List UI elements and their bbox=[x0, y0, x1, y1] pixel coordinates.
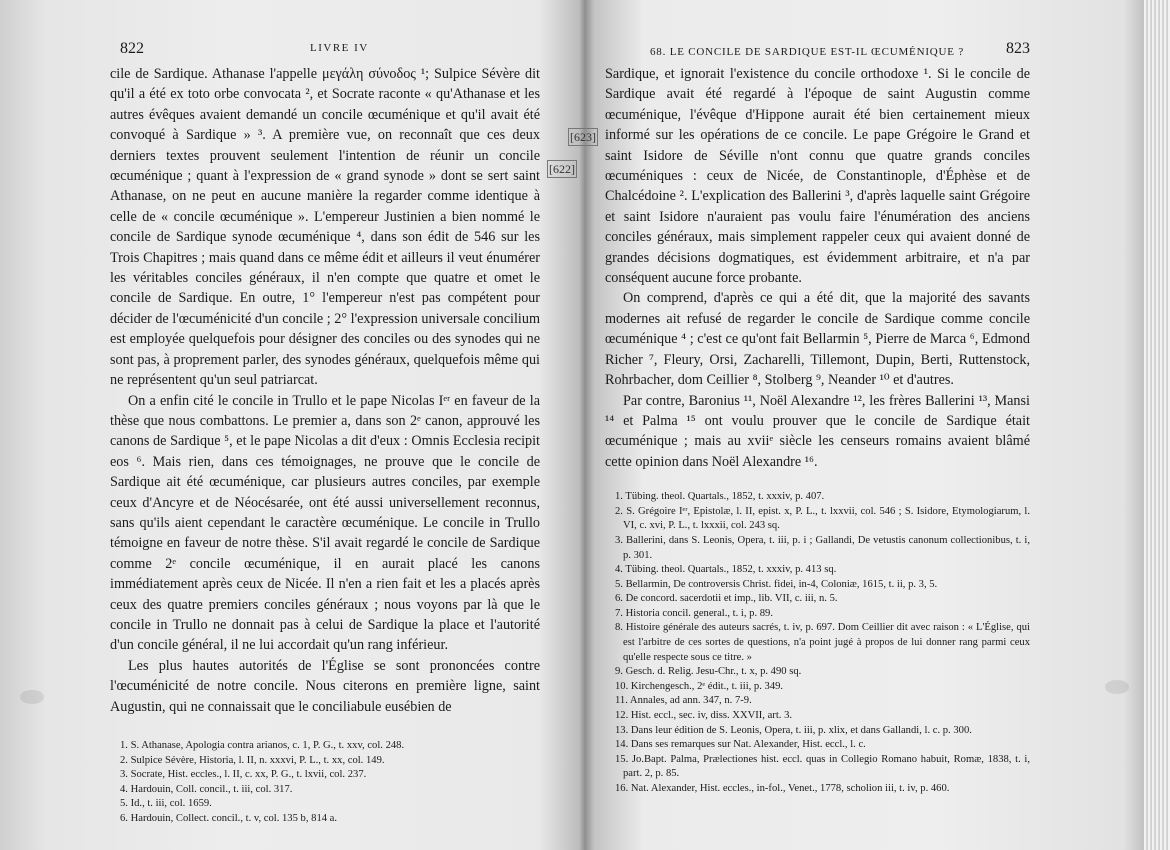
footnote: 8. Histoire générale des auteurs sacrés, t. iv, p. 697. Dom Ceillier dit avec raison : « L'Église, qui est l'arbitre de ces sortes de questions, n'a point jugé à propos de lui donner rang parmi ceux qu'elle respecte sous ce titre. » bbox=[615, 622, 1030, 663]
footnotes bbox=[605, 490, 1030, 796]
footnote: 7. Historia concil. general., t. i, p. 89. bbox=[615, 607, 773, 619]
footnote: 3. Socrate, Hist. eccles., l. II, c. xx, P. G., t. lxvii, col. 237. bbox=[120, 769, 367, 781]
footnote: 12. Hist. eccl., sec. iv, diss. XXVII, art. 3. bbox=[615, 710, 793, 722]
footnote: 5. Bellarmin, De controversis Christ. fidei, in-4, Coloniæ, 1615, t. ii, p. 3, 5. bbox=[615, 578, 938, 590]
footnotes bbox=[110, 739, 540, 827]
body-text bbox=[110, 64, 540, 717]
page-smudge bbox=[1105, 680, 1129, 694]
footnote: 5. Id., t. iii, col. 1659. bbox=[120, 798, 212, 810]
paragraph: cile de Sardique. Athanase l'appelle μεγάλη σύνοδος ¹; Sulpice Sévère dit qu'il a été ex toto orbe convocata ², et Socrate raconte « qu'Athanase et les autres évêques avaient demandé un concile œcuménique et qu'il avait été convoqué à Sardique » ³. A première vue, on reconnaît que ces deux derniers textes prouvent seulement l'intention de réunir un concile œcuménique ; quant à l'expression de « grand synode » dont se sert saint Athanase, on ne peut en aucune manière la regarder comme identique à celle de « concile œcuménique ». L'empereur Justinien a bien nommé le concile de Sardique synode œcuménique ⁴, dans son édit de 546 sur les Trois Chapitres ; mais quand dans ce même édit et ailleurs il veut énumérer les véritables conciles généraux, il n'en compte que quatre et omet le concile de Sardique. En outre, 1° l'empereur n'est pas compétent pour décider de l'œcuménicité d'un concile ; 2° l'expression universale concilium est employée quelquefois pour désigner des conciles ou des synodes qui ne sont pas, à proprement parler, des synodes généraux, quelquefois même qui ne représentent qu'un seul patriarcat. bbox=[110, 66, 540, 389]
page-number: 823 bbox=[1006, 40, 1030, 57]
footnote: 10. Kirchengesch., 2ᵉ édit., t. iii, p. 349. bbox=[615, 680, 784, 692]
footnote: 2. Sulpice Sévère, Historia, l. II, n. xxxvi, P. L., t. xx, col. 149. bbox=[120, 754, 385, 766]
running-title: 68. LE CONCILE DE SARDIQUE EST-IL ŒCUMÉNIQUE ? bbox=[650, 46, 965, 58]
footnote: 16. Nat. Alexander, Hist. eccles., in-fol., Venet., 1778, scholion iii, t. iv, p. 460. bbox=[615, 783, 950, 794]
footnote: 4. Tübing. theol. Quartals., 1852, t. xxxiv, p. 413 sq. bbox=[615, 564, 837, 576]
body-text bbox=[605, 64, 1030, 472]
paragraph: Les plus hautes autorités de l'Église se sont prononcées contre l'œcuménicité de notre concile. Nous citerons en première ligne, saint Augustin, qui ne connaissait que le conciliabule eusébien de bbox=[110, 657, 540, 715]
right-page bbox=[605, 40, 1030, 797]
footnote: 11. Annales, ad ann. 347, n. 7-9. bbox=[615, 695, 752, 707]
footnote: 3. Ballerini, dans S. Leonis, Opera, t. iii, p. i ; Gallandi, De vetustis canonum collectionibus, t. i, p. 301. bbox=[615, 534, 1030, 561]
running-title: LIVRE IV bbox=[310, 42, 369, 54]
footnote: 9. Gesch. d. Relig. Jesu-Chr., t. x, p. 490 sq. bbox=[615, 666, 802, 678]
footnote: 15. Jo.Bapt. Palma, Prælectiones hist. eccl. quas in Collegio Romano habuit, Romæ, 1838, t. i, part. 2, p. 85. bbox=[615, 753, 1030, 780]
page-edges bbox=[1144, 0, 1170, 850]
running-head bbox=[605, 40, 1030, 64]
footnote: 6. De concord. sacerdotii et imp., lib. VII, c. iii, n. 5. bbox=[615, 593, 838, 605]
footnote: 1. S. Athanase, Apologia contra arianos, c. 1, P. G., t. xxv, col. 248. bbox=[120, 740, 405, 751]
footnote: 13. Dans leur édition de S. Leonis, Opera, t. iii, p. xlix, et dans Gallandi, l. c. p. 300. bbox=[615, 724, 972, 736]
paragraph: Par contre, Baronius ¹¹, Noël Alexandre ¹², les frères Ballerini ¹³, Mansi ¹⁴ et Palma ¹⁵ ont voulu prouver que le concile de Sardique était œcuménique ; mais au xviiᵉ siècle les censeurs romains avaient blâmé cette opinion dans Noël Alexandre ¹⁶. bbox=[605, 392, 1030, 470]
footnote: 6. Hardouin, Collect. concil., t. v, col. 135 b, 814 a. bbox=[120, 812, 338, 824]
page-smudge bbox=[20, 690, 44, 704]
margin-marker: [622] bbox=[549, 162, 575, 176]
running-head bbox=[110, 40, 540, 64]
footnote: 2. S. Grégoire Iᵉʳ, Epistolæ, l. II, epist. x, P. L., t. lxxvii, col. 546 ; S. Isidore, Etymologiarum, l. VI, c. xvi, P. L., t. lxxxii, col. 243 sq. bbox=[615, 505, 1030, 532]
margin-marker: [623] bbox=[570, 130, 596, 144]
footnote: 1. Tübing. theol. Quartals., 1852, t. xxxiv, p. 407. bbox=[615, 491, 825, 503]
page-number: 822 bbox=[120, 40, 144, 57]
paragraph: On comprend, d'après ce qui a été dit, que la majorité des savants modernes ait refusé de regarder le concile de Sardique comme concile œcuménique ⁴ ; c'est ce qu'ont fait Bellarmin ⁵, Pierre de Marca ⁶, Edmond Richer ⁷, Fleury, Orsi, Zacharelli, Tillemont, Dupin, Berti, Ruttenstock, Rohrbacher, dom Ceillier ⁸, Stolberg ⁹, Neander ¹⁰ et d'autres. bbox=[605, 290, 1030, 389]
footnote: 14. Dans ses remarques sur Nat. Alexander, Hist. eccl., l. c. bbox=[615, 739, 866, 751]
paragraph: Sardique, et ignorait l'existence du concile orthodoxe ¹. Si le concile de Sardique avait été regardé à l'époque de saint Augustin comme œcuménique, l'évêque d'Hippone aurait été bien certainement mieux informé sur les opérations de ce concile. Le pape Grégoire le Grand et saint Isidore de Séville n'ont connu que quatre grands conciles œcuméniques : ceux de Nicée, de Constantinople, d'Éphèse et de Chalcédoine ². L'explication des Ballerini ³, d'après laquelle saint Grégoire et saint Isidore n'auraient pas voulu faire l'énumération des anciens conciles généraux, mais simplement rappeler ceux qui avaient donné de grandes décisions dogmatiques, est évidemment arbitraire, et n'a par conséquent aucune force probante. bbox=[605, 66, 1030, 287]
left-page bbox=[110, 40, 540, 827]
paragraph: On a enfin cité le concile in Trullo et le pape Nicolas Iᵉʳ en faveur de la thèse que nous combattons. Le premier a, dans son 2ᵉ canon, approuvé les canons de Sardique ⁵, et le pape Nicolas a dit d'eux : Omnis Ecclesia recipit eos ⁶. Mais rien, dans ces témoignages, ne prouve que le concile de Sardique ait été œcuménique, car plusieurs autres conciles, par exemple ceux d'Ancyre et de Néocésarée, ont été aussi universellement reconnus, sans qu'ils aient cependant le caractère œcuménique. Le concile in Trullo témoigne en faveur de notre thèse. S'il avait regardé le concile de Sardique comme 2ᵉ concile œcuménique, il en aurait placé les canons immédiatement après ceux de Nicée. Il n'en a rien fait et les a placés après ceux des quatre premiers conciles généraux ; nous voyons par là que le concile in Trullo ne donnait pas à celui de Sardique la place et l'autorité d'un concile général, il ne lui accordait qu'un rang inférieur. bbox=[110, 392, 540, 654]
footnote: 4. Hardouin, Coll. concil., t. iii, col. 317. bbox=[120, 783, 293, 795]
